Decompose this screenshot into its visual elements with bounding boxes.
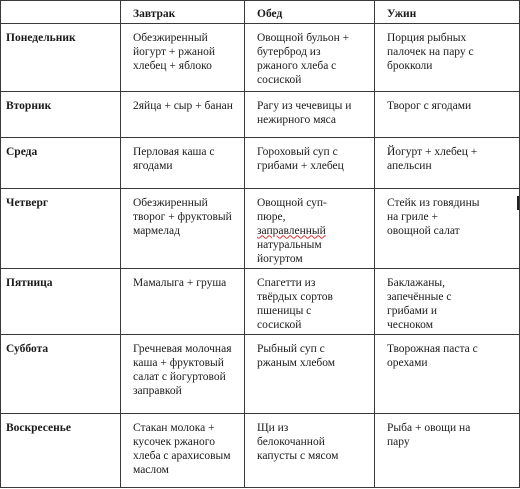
header-lunch: Обед xyxy=(245,1,375,24)
dinner-text: Стейк из говядины на гриле + овощной салат xyxy=(387,196,480,237)
dinner-cell xyxy=(375,91,520,137)
dinner-text: Рыба + овощи на пару xyxy=(387,421,471,448)
breakfast-cell xyxy=(121,24,245,92)
day-cell xyxy=(1,24,121,92)
table-row xyxy=(1,188,520,268)
day-label: Пятница xyxy=(6,276,53,289)
lunch-text xyxy=(257,196,353,266)
lunch-text: Гороховый суп с грибами + хлебец xyxy=(257,146,344,173)
breakfast-text: Обезжиренный творог + фруктовый мармелад xyxy=(133,196,232,237)
lunch-text: Спагетти из твёрдых сортов пшеницы с сосиской xyxy=(257,276,333,331)
day-label: Суббота xyxy=(6,342,49,355)
breakfast-cell xyxy=(121,413,245,487)
header-breakfast: Завтрак xyxy=(121,1,245,24)
day-label: Четверг xyxy=(6,196,49,209)
breakfast-text: Гречневая молочная каша + фруктовый салат с йогуртовой заправкой xyxy=(133,342,232,397)
dinner-cell xyxy=(375,413,520,487)
lunch-cell xyxy=(245,24,375,92)
breakfast-cell xyxy=(121,188,245,268)
day-cell xyxy=(1,188,121,268)
lunch-text: Рагу из чечевицы и нежирного мяса xyxy=(257,99,352,126)
day-label: Вторник xyxy=(6,99,52,112)
day-cell xyxy=(1,138,121,188)
lunch-cell xyxy=(245,413,375,487)
dinner-cell xyxy=(375,334,520,413)
lunch-text: Щи из белокочанной капусты с мясом xyxy=(257,421,339,462)
lunch-cell xyxy=(245,91,375,137)
lunch-text: Рыбный суп с ржаным хлебом xyxy=(257,342,336,369)
breakfast-cell xyxy=(121,334,245,413)
text-cursor-mark xyxy=(517,196,519,210)
table-row xyxy=(1,334,520,413)
table-row xyxy=(1,268,520,334)
breakfast-text: Перловая каша с ягодами xyxy=(133,146,215,173)
breakfast-text: Стакан молока + кусочек ржаного хлеба с арахисовым маслом xyxy=(133,421,231,476)
day-cell xyxy=(1,413,121,487)
dinner-cell xyxy=(375,188,520,268)
spellcheck-underlined-word: заправленный xyxy=(257,224,326,237)
day-cell xyxy=(1,334,121,413)
day-cell xyxy=(1,268,121,334)
day-label: Среда xyxy=(6,146,38,159)
lunch-text-end: натуральным йогуртом xyxy=(257,238,322,265)
dinner-cell xyxy=(375,268,520,334)
breakfast-text: 2яйца + сыр + банан xyxy=(133,99,233,112)
corner-cell xyxy=(1,1,121,24)
day-cell xyxy=(1,91,121,137)
dinner-text: Порция рыбных палочек на пару с брокколи xyxy=(387,32,474,72)
lunch-cell xyxy=(245,138,375,188)
breakfast-cell xyxy=(121,91,245,137)
dinner-text: Творожная паста с орехами xyxy=(387,342,478,369)
lunch-cell xyxy=(245,188,375,268)
lunch-text: Овощной бульон + бутерброд из ржаного хлеба с сосиской xyxy=(257,32,350,86)
lunch-cell xyxy=(245,268,375,334)
header-row xyxy=(1,1,520,24)
table-row xyxy=(1,24,520,92)
day-label: Воскресенье xyxy=(6,421,71,434)
table-row xyxy=(1,413,520,487)
breakfast-cell xyxy=(121,138,245,188)
dinner-text: Йогурт + хлебец + апельсин xyxy=(387,146,478,173)
table-row xyxy=(1,138,520,188)
breakfast-text: Обезжиренный йогурт + ржаной хлебец + яблоко xyxy=(133,32,216,72)
dinner-cell xyxy=(375,24,520,92)
day-label: Понедельник xyxy=(6,32,76,44)
dinner-cell xyxy=(375,138,520,188)
lunch-cell xyxy=(245,334,375,413)
lunch-text-start: Овощной суп-пюре, xyxy=(257,196,327,223)
dinner-text: Творог с ягодами xyxy=(387,99,472,112)
dinner-text: Баклажаны, запечённые с грибами и чесноком xyxy=(387,276,452,331)
breakfast-cell xyxy=(121,268,245,334)
header-dinner: Ужин xyxy=(375,1,520,24)
table-row xyxy=(1,91,520,137)
breakfast-text: Мамалыга + груша xyxy=(133,276,227,289)
